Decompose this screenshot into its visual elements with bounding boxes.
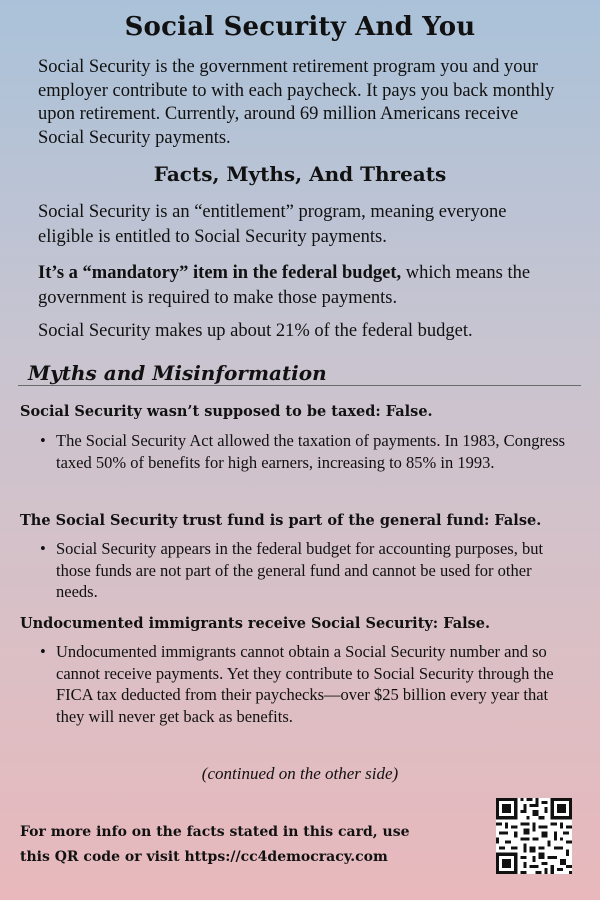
myth-explanation (38, 538, 568, 603)
section-divider (18, 385, 581, 386)
footer-info (20, 820, 440, 870)
card-title: Social Security And You (124, 12, 476, 42)
myth-explanation-text: The Social Security Act allowed the taxation of payments. In 1983, Congress taxed 50% of benefits for high earners, increasing to 85% in 1993. (56, 431, 566, 472)
fact-mandatory-bold: It’s a “mandatory” item in the federal budget, (38, 263, 402, 283)
bullet-icon: • (40, 642, 46, 661)
myth-claim: Undocumented immigrants receive Social Security: False. (20, 615, 491, 632)
qr-code-icon[interactable] (496, 798, 572, 874)
intro-paragraph: Social Security is the government retirement program you and your employer contribute to with each paycheck. It pays you back monthly upon retirement. Currently, around 69 million Americans receive Social Security payments. (38, 57, 555, 148)
continued-note: (continued on the other side) (201, 764, 399, 783)
myth-claim: Social Security wasn’t supposed to be taxed: False. (20, 403, 433, 420)
myth-explanation (38, 641, 568, 727)
fact-entitlement: Social Security is an “entitlement” program, meaning everyone eligible is entitled to Social Security payments. (38, 202, 507, 247)
fact-budget-share: Social Security makes up about 21% of the federal budget. (38, 321, 473, 341)
bullet-icon: • (40, 431, 46, 450)
fact-mandatory-rest: which means the government is required to make those payments. (38, 263, 531, 308)
myth-explanation-text: Social Security appears in the federal budget for accounting purposes, but those funds are not part of the general fund and cannot be used for other needs. (56, 539, 544, 601)
bullet-icon: • (40, 539, 46, 558)
myth-explanation (38, 430, 568, 473)
footer-line-2: this QR code or visit https://cc4democracy.com (20, 849, 388, 865)
footer-line-1: For more info on the facts stated in this card, use (20, 824, 410, 840)
myths-heading: Myths and Misinformation (28, 361, 327, 385)
facts-heading: Facts, Myths, And Threats (153, 162, 447, 186)
myth-claim: The Social Security trust fund is part of the general fund: False. (20, 512, 542, 529)
fact-mandatory (38, 261, 566, 311)
myth-explanation-text: Undocumented immigrants cannot obtain a Social Security number and so cannot receive payments. Yet they contribute to Social Security through the FICA tax deducted from their paychecks—over $25 billion every year that they will never get back as benefits. (56, 642, 554, 726)
